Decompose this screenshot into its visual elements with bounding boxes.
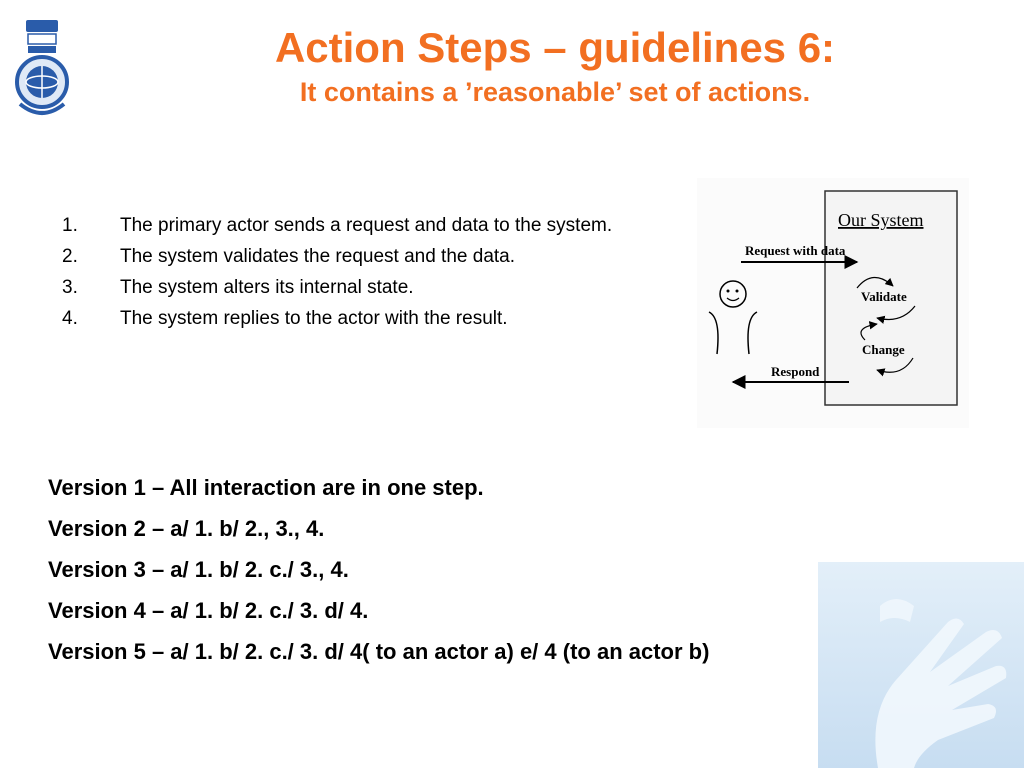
- university-logo: [14, 18, 70, 124]
- version-item: Version 3 – a/ 1. b/ 2. c./ 3., 4.: [48, 557, 349, 582]
- list-item: [62, 308, 652, 330]
- list-item: [62, 246, 652, 268]
- list-item: [62, 277, 652, 299]
- versions-list: [48, 474, 948, 679]
- system-label: Our System: [838, 210, 924, 230]
- version-item: Version 4 – a/ 1. b/ 2. c./ 3. d/ 4.: [48, 598, 369, 623]
- version-item: Version 5 – a/ 1. b/ 2. c./ 3. d/ 4( to an actor a) e/ 4 (to an actor b): [48, 639, 710, 664]
- step-text: The primary actor sends a request and data to the system.: [120, 215, 613, 236]
- slide-title: [120, 22, 990, 110]
- title-subtitle: It contains a ’reasonable’ set of actions.: [299, 77, 811, 107]
- action-steps-list: [62, 215, 652, 339]
- validate-label: Validate: [861, 289, 907, 304]
- step-text: The system replies to the actor with the result.: [120, 308, 508, 329]
- step-number: 2.: [62, 246, 78, 267]
- version-item: Version 2 – a/ 1. b/ 2., 3., 4.: [48, 516, 325, 541]
- step-number: 1.: [62, 215, 78, 236]
- request-label: Request with data: [745, 243, 846, 258]
- title-main: Action Steps – guidelines 6:: [274, 24, 836, 71]
- system-diagram: [697, 178, 969, 428]
- list-item: [62, 215, 652, 237]
- respond-label: Respond: [771, 364, 820, 379]
- change-label: Change: [862, 342, 905, 357]
- step-text: The system alters its internal state.: [120, 277, 414, 298]
- step-number: 4.: [62, 308, 78, 329]
- step-text: The system validates the request and the data.: [120, 246, 516, 267]
- version-item: Version 1 – All interaction are in one step.: [48, 475, 484, 500]
- step-number: 3.: [62, 277, 78, 298]
